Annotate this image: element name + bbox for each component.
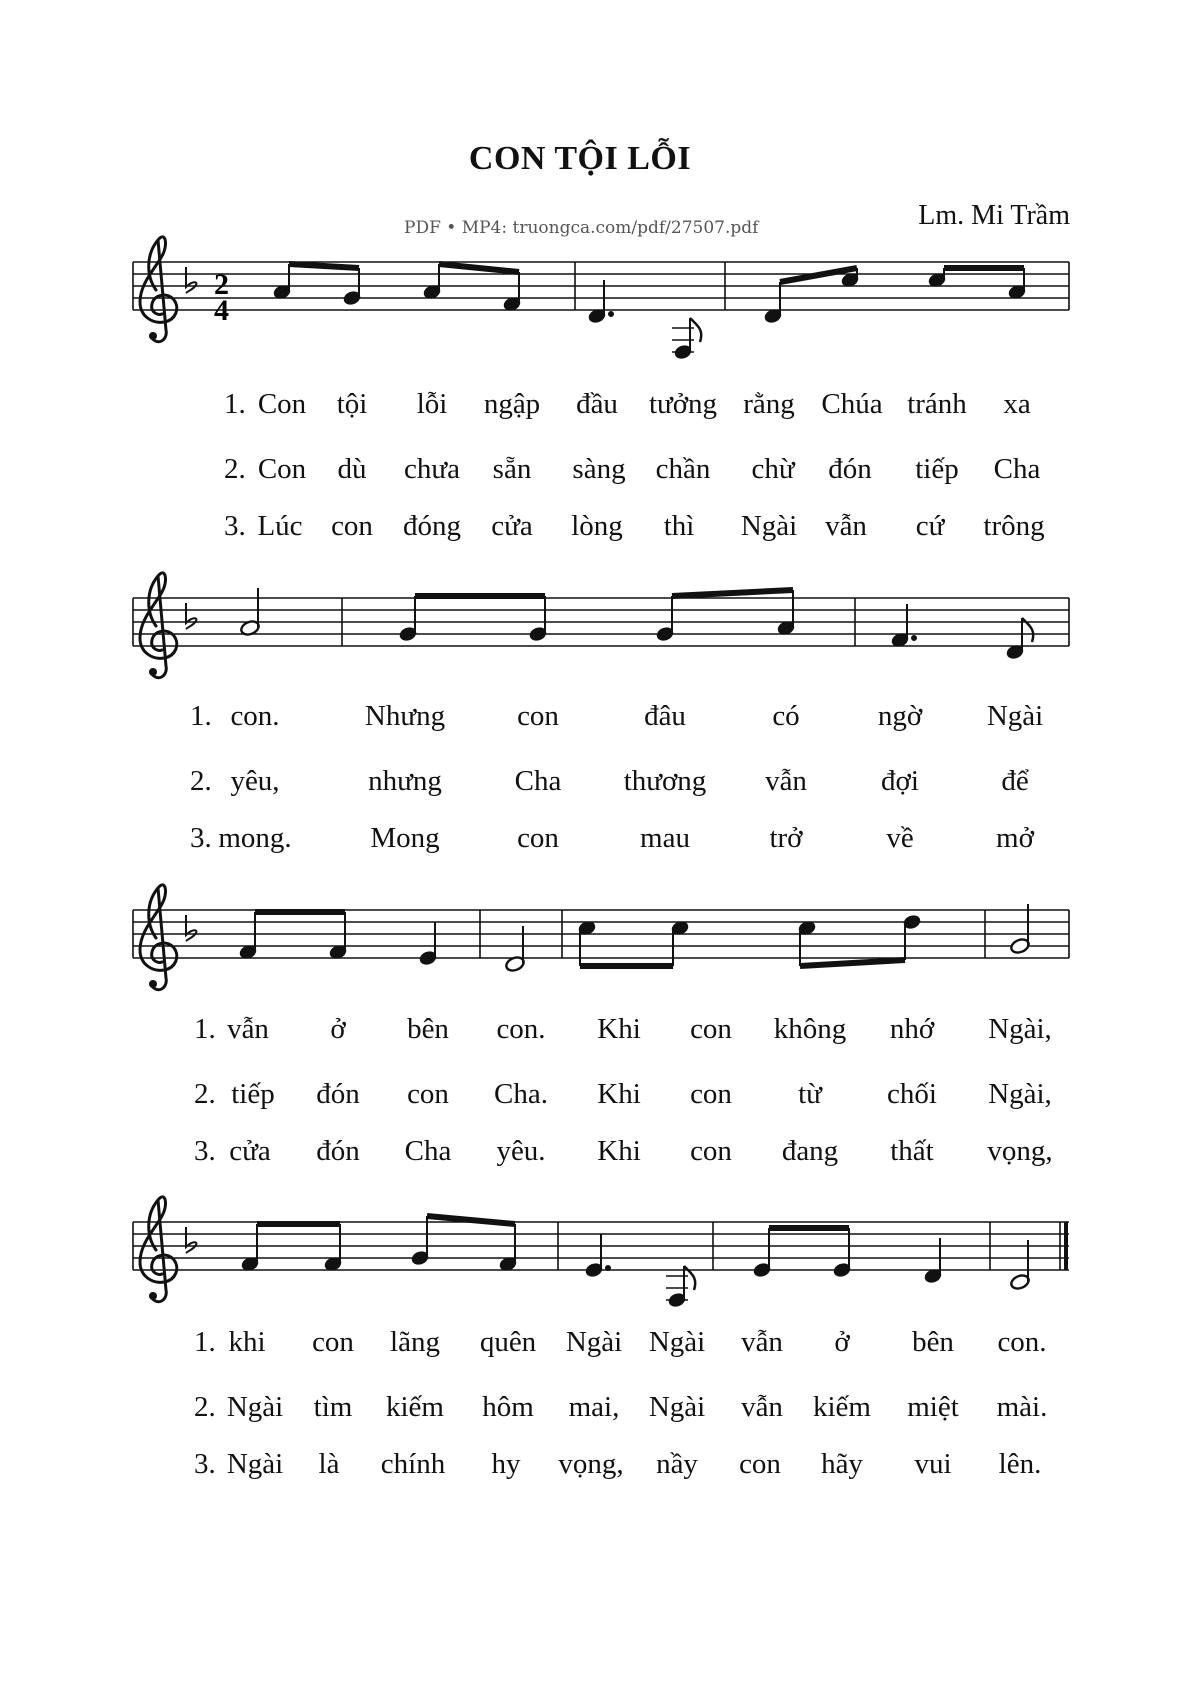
lyric-word: Ngài <box>648 1391 706 1423</box>
lyric-word: con. <box>230 700 280 732</box>
verse-2-line-system-3 <box>0 1078 1200 1118</box>
lyric-word: cửa <box>229 1135 271 1167</box>
song-title: CON TỘI LỖI <box>468 140 692 177</box>
lyric-word: con <box>407 1078 449 1110</box>
lyric-word: tiếp <box>915 453 959 485</box>
flat-icon <box>186 1227 196 1253</box>
lyric-word: Ngài, <box>988 1013 1052 1045</box>
lyric-word: đón <box>316 1135 360 1167</box>
staff-system-3 <box>133 910 1069 958</box>
treble-clef-icon <box>140 885 177 990</box>
verse-number: 1. <box>224 388 246 420</box>
staff-system-1 <box>133 262 1069 310</box>
lyric-word: con <box>690 1013 732 1045</box>
time-signature-bottom: 4 <box>214 294 229 327</box>
lyric-word: nhưng <box>368 765 442 797</box>
lyric-word: Ngài <box>986 700 1044 732</box>
lyric-word: chần <box>655 453 711 485</box>
treble-clef-icon <box>140 573 177 678</box>
verse-2-line-system-1 <box>0 453 1200 493</box>
lyric-word: Chúa <box>821 388 883 420</box>
lyric-word: khi <box>228 1326 266 1358</box>
lyric-word: Khi <box>597 1013 641 1045</box>
verse-number: 3. <box>190 822 212 854</box>
lyric-word: đón <box>316 1078 360 1110</box>
composer-name: Lm. Mi Trầm <box>918 200 1070 231</box>
flat-icon <box>186 603 196 629</box>
lyric-word: Cha. <box>494 1078 548 1110</box>
lyric-word: Con <box>257 453 307 485</box>
lyric-word: vẫn <box>741 1326 783 1358</box>
lyric-word: đợi <box>881 765 919 797</box>
lyric-word: ngờ <box>877 700 923 732</box>
lyric-word: yêu, <box>230 765 280 797</box>
lyric-word: Cha <box>993 453 1041 485</box>
lyric-word: để <box>1001 765 1029 797</box>
lyric-word: Ngài <box>648 1326 706 1358</box>
verse-number: 1. <box>194 1326 216 1358</box>
lyric-word: Ngài <box>226 1391 284 1423</box>
lyric-word: đón <box>828 453 872 485</box>
verse-number: 2. <box>190 765 212 797</box>
lyric-word: con. <box>496 1013 546 1045</box>
verse-number: 2. <box>194 1078 216 1110</box>
notes-system-4 <box>240 1216 1030 1308</box>
lyric-word: là <box>318 1448 340 1480</box>
verse-number: 1. <box>190 700 212 732</box>
lyric-word: yêu. <box>496 1135 546 1167</box>
lyric-word: kiếm <box>386 1391 444 1423</box>
flat-icon <box>186 915 196 941</box>
lyric-word: Ngài, <box>988 1078 1052 1110</box>
lyric-word: chưa <box>404 453 460 485</box>
lyric-word: mau <box>640 822 690 854</box>
verse-number: 3. <box>194 1448 216 1480</box>
lyric-word: Ngài <box>226 1448 284 1480</box>
verse-1-line-system-4 <box>0 1326 1200 1366</box>
verse-1-line-system-3 <box>0 1013 1200 1053</box>
lyric-word: lỗi <box>416 388 448 420</box>
lyric-word: nhớ <box>889 1013 935 1045</box>
lyric-word: đầu <box>576 388 618 420</box>
verse-number: 2. <box>194 1391 216 1423</box>
lyric-word: mở <box>996 822 1034 854</box>
lyric-word: ở <box>330 1013 346 1045</box>
lyric-word: tìm <box>313 1391 353 1423</box>
lyric-word: lòng <box>571 510 623 542</box>
lyric-word: hãy <box>821 1448 863 1480</box>
verse-number: 3. <box>224 510 246 542</box>
lyric-word: con <box>690 1078 732 1110</box>
lyric-word: về <box>886 822 914 854</box>
lyric-word: rằng <box>743 388 795 420</box>
lyric-word: tội <box>336 388 368 420</box>
verse-1-line-system-1 <box>0 388 1200 428</box>
staff-system-2 <box>133 598 1069 646</box>
lyric-word: vui <box>914 1448 952 1480</box>
lyric-word: kiếm <box>813 1391 871 1423</box>
lyric-word: mài. <box>996 1391 1048 1423</box>
lyric-word: Ngài <box>565 1326 623 1358</box>
lyric-word: mong. <box>218 822 292 854</box>
lyric-word: tiếp <box>231 1078 275 1110</box>
lyric-word: Khi <box>597 1078 641 1110</box>
lyric-word: lãng <box>390 1326 440 1358</box>
lyric-word: miệt <box>907 1391 959 1423</box>
lyric-word: sẵn <box>492 453 532 485</box>
lyric-word: thất <box>890 1135 934 1167</box>
lyric-word: Con <box>257 388 307 420</box>
lyric-word: đang <box>781 1135 839 1167</box>
verse-3-line-system-3 <box>0 1135 1200 1175</box>
lyric-word: ở <box>834 1326 850 1358</box>
lyric-word: chừ <box>751 453 795 485</box>
verse-number: 3. <box>194 1135 216 1167</box>
lyric-word: con. <box>997 1326 1047 1358</box>
lyric-word: vẫn <box>741 1391 783 1423</box>
lyric-word: con <box>517 822 559 854</box>
lyric-word: có <box>772 700 800 732</box>
lyric-word: đâu <box>644 700 686 732</box>
verse-2-line-system-4 <box>0 1391 1200 1431</box>
lyric-word: tránh <box>907 388 967 420</box>
verse-number: 2. <box>224 453 246 485</box>
lyric-word: hôm <box>482 1391 534 1423</box>
lyric-word: thì <box>663 510 695 542</box>
verse-2-line-system-2 <box>0 765 1200 805</box>
lyric-word: vọng, <box>987 1135 1053 1167</box>
lyric-word: không <box>773 1013 847 1045</box>
lyric-word: mai, <box>568 1391 620 1423</box>
notes-system-2 <box>239 588 1033 660</box>
lyric-word: chính <box>380 1448 446 1480</box>
verse-3-line-system-2 <box>0 822 1200 862</box>
verse-number: 1. <box>194 1013 216 1045</box>
lyric-word: con <box>690 1135 732 1167</box>
lyric-word: cửa <box>491 510 533 542</box>
verse-1-line-system-2 <box>0 700 1200 740</box>
time-signature-top: 2 <box>214 268 229 301</box>
lyric-word: xa <box>1003 388 1031 420</box>
lyric-word: con <box>739 1448 781 1480</box>
lyric-word: vẫn <box>825 510 867 542</box>
lyric-word: Cha <box>404 1135 452 1167</box>
notes-system-3 <box>238 904 1030 973</box>
lyric-word: Khi <box>597 1135 641 1167</box>
lyric-word: con <box>331 510 373 542</box>
lyric-word: con <box>312 1326 354 1358</box>
lyric-word: hy <box>491 1448 521 1480</box>
lyric-word: trông <box>983 510 1045 542</box>
notes-system-1 <box>272 264 1026 360</box>
lyric-word: Cha <box>514 765 562 797</box>
lyric-word: Nhưng <box>364 700 446 732</box>
treble-clef-icon <box>140 237 177 342</box>
lyric-word: cứ <box>915 510 945 542</box>
lyric-word: sàng <box>572 453 626 485</box>
lyric-word: Ngài <box>740 510 798 542</box>
flat-icon <box>186 267 196 293</box>
treble-clef-icon <box>140 1197 177 1302</box>
verse-3-line-system-4 <box>0 1448 1200 1488</box>
lyric-word: quên <box>479 1326 537 1358</box>
lyric-word: trở <box>769 822 803 854</box>
lyric-word: dù <box>337 453 367 485</box>
lyric-word: nầy <box>656 1448 698 1480</box>
source-link[interactable]: PDF • MP4: truongca.com/pdf/27507.pdf <box>404 218 759 238</box>
lyric-word: bên <box>407 1013 449 1045</box>
lyric-word: từ <box>798 1078 822 1110</box>
lyric-word: thương <box>623 765 707 797</box>
lyric-word: vẫn <box>227 1013 269 1045</box>
lyric-word: vọng, <box>558 1448 624 1480</box>
lyric-word: lên. <box>998 1448 1042 1480</box>
lyric-word: đóng <box>403 510 461 542</box>
lyric-word: chối <box>887 1078 937 1110</box>
lyric-word: bên <box>912 1326 954 1358</box>
lyric-word: vẫn <box>765 765 807 797</box>
lyric-word: tưởng <box>648 388 718 420</box>
verse-3-line-system-1 <box>0 510 1200 550</box>
lyric-word: Lúc <box>257 510 303 542</box>
lyric-word: con <box>517 700 559 732</box>
lyric-word: ngập <box>483 388 541 420</box>
lyric-word: Mong <box>370 822 440 854</box>
